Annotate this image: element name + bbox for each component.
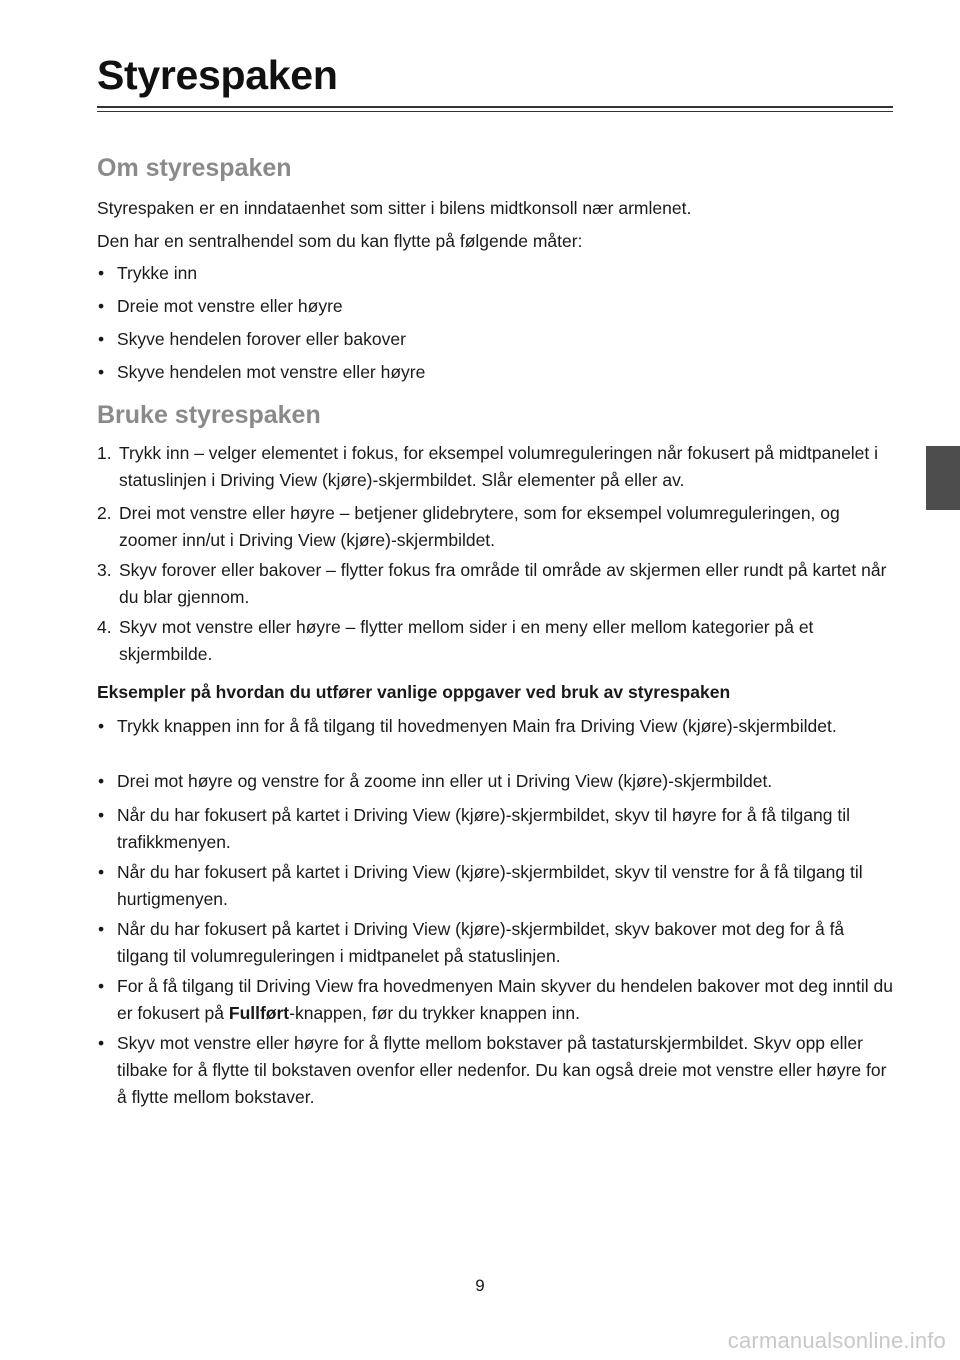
title-rule-thick xyxy=(97,106,893,108)
list-item-text: For å få tilgang til Driving View fra hovedmenyen Main skyver du hendelen bakover mot deg inntil du er fokusert på xyxy=(117,976,893,1023)
list-item: • Trykk knappen inn for å få tilgang til hovedmenyen Main fra Driving View (kjøre)-skjermbildet. xyxy=(97,713,893,740)
step-number: 4. xyxy=(97,617,112,637)
intro-paragraph: Styrespaken er en inndataenhet som sitter i bilens midtkonsoll nær armlenet. xyxy=(97,198,692,218)
step-number: 3. xyxy=(97,560,112,580)
step-number: 1. xyxy=(97,443,112,463)
numbered-step xyxy=(97,500,893,554)
list-item: • Skyv mot venstre eller høyre for å flytte mellom bokstaver på tastaturskjermbildet. Skyv opp eller tilbake for å flytte til bokstaven ovenfor eller nedenfor. Du kan også dreie mot venstre eller høyre for å flytte mellom bokstaver. xyxy=(97,1030,893,1111)
list-item: • Når du har fokusert på kartet i Driving View (kjøre)-skjermbildet, skyv bakover mot deg for å få tilgang til volumreguleringen i midtpanelet på statuslinjen. xyxy=(97,916,893,970)
page-title: Styrespaken xyxy=(97,52,338,98)
numbered-step xyxy=(97,614,893,668)
step-text: Skyv forover eller bakover – flytter fokus fra område til område av skjermen eller rundt på kartet når du blar gjennom. xyxy=(119,560,887,607)
numbered-step xyxy=(97,440,893,494)
list-item: • Skyve hendelen forover eller bakover xyxy=(97,326,893,353)
numbered-step xyxy=(97,557,893,611)
examples-heading: Eksempler på hvordan du utfører vanlige oppgaver ved bruk av styrespaken xyxy=(97,682,731,702)
title-rule-thin xyxy=(97,111,893,112)
list-item: • Dreie mot venstre eller høyre xyxy=(97,293,893,320)
step-number: 2. xyxy=(97,503,112,523)
watermark: carmanualsonline.info xyxy=(727,1328,946,1353)
section-heading-bruke-styrespaken: Bruke styrespaken xyxy=(97,401,321,429)
list-item-text: -knappen, før du trykker knappen inn. xyxy=(289,1003,580,1023)
list-item: • Når du har fokusert på kartet i Driving View (kjøre)-skjermbildet, skyv til høyre for å få tilgang til trafikkmenyen. xyxy=(97,802,893,856)
list-item: • Når du har fokusert på kartet i Driving View (kjøre)-skjermbildet, skyv til venstre for å få tilgang til hurtigmenyen. xyxy=(97,859,893,913)
step-text: Skyv mot venstre eller høyre – flytter mellom sider i en meny eller mellom kategorier på et skjermbilde. xyxy=(119,617,814,664)
fullfort-button-label: Fullført xyxy=(228,1003,290,1023)
list-item: • Drei mot høyre og venstre for å zoome inn eller ut i Driving View (kjøre)-skjermbildet. xyxy=(97,768,893,795)
chapter-tab-marker xyxy=(926,446,960,510)
section-heading-om-styrespaken: Om styrespaken xyxy=(97,154,292,182)
step-text: Drei mot venstre eller høyre – betjener glidebrytere, som for eksempel volumreguleringen, og zoomer inn/ut i Driving View (kjøre)-skjermbildet. xyxy=(119,503,840,550)
list-item: • Trykke inn xyxy=(97,260,893,287)
list-item xyxy=(97,973,893,1027)
step-text: Trykk inn – velger elementet i fokus, for eksempel volumreguleringen når fokusert på midtpanelet i statuslinjen i Driving View (kjøre)-skjermbildet. Slår elementer på eller av. xyxy=(119,443,879,490)
page-number: 9 xyxy=(475,1276,485,1295)
list-item: • Skyve hendelen mot venstre eller høyre xyxy=(97,359,893,386)
intro-paragraph-2: Den har en sentralhendel som du kan flytte på følgende måter: xyxy=(97,231,583,251)
